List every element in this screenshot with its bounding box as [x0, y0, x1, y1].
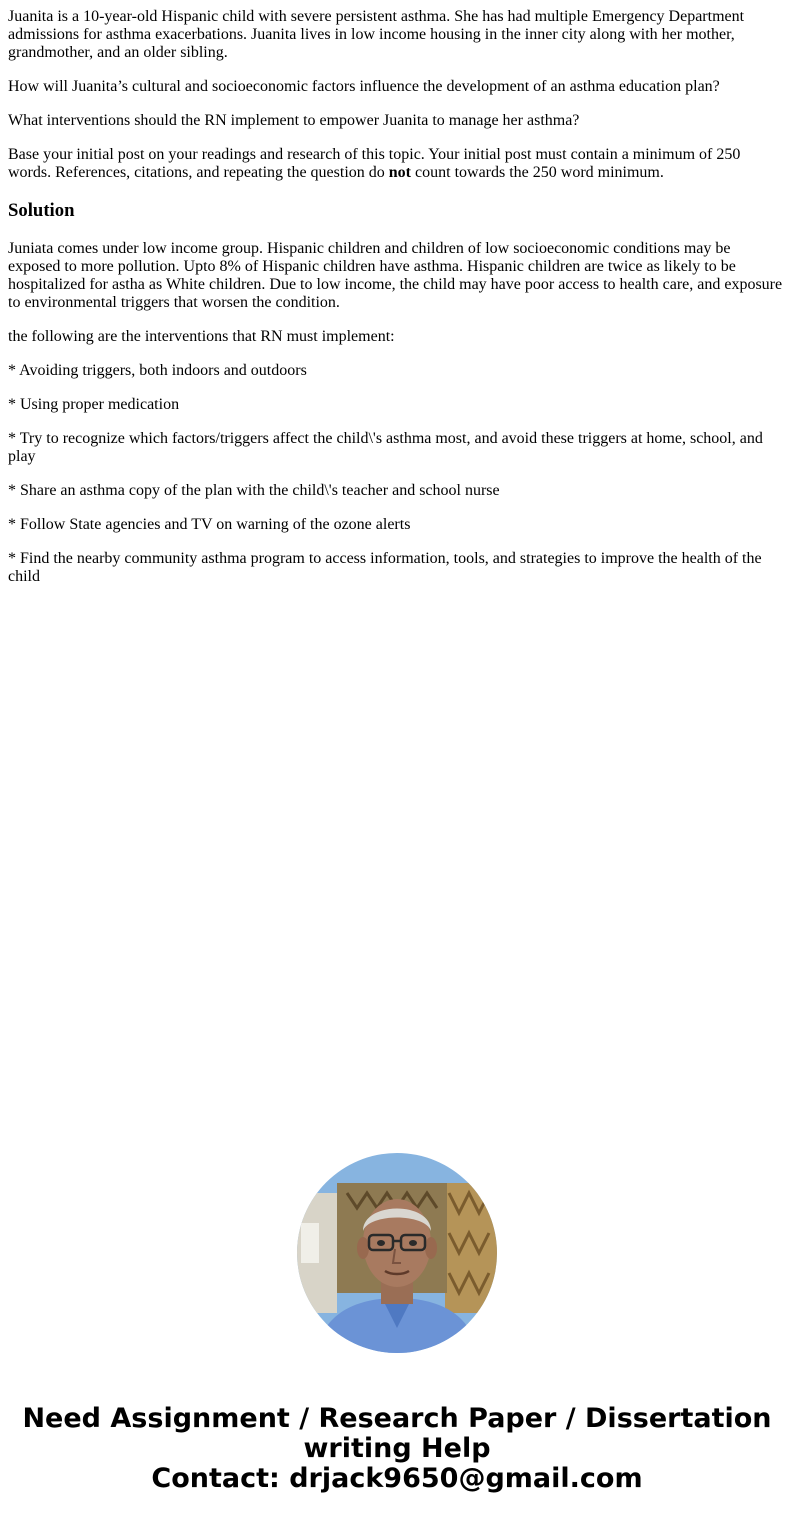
promo-line-1: Need Assignment / Research Paper / Dissertation — [22, 1403, 772, 1434]
author-portrait-image — [297, 1153, 497, 1353]
question-2: What interventions should the RN implement to empower Juanita to manage her asthma? — [8, 112, 580, 129]
solution-item: * Using proper medication — [8, 396, 180, 413]
instructions-text-before: Base your initial post on your readings and research of this topic. Your initial post must contain a minimum of 250 words. References, citations, and repeating the question do — [8, 146, 741, 181]
solution-lead: the following are the interventions that RN must implement: — [8, 328, 395, 345]
solution-paragraph: Juniata comes under low income group. Hispanic children and children of low socioeconomic conditions may be exposed to more pollution. Upto 8% of Hispanic children have asthma. Hispanic children are twice as likely to be hospitalized for astha as White children. Due to low income, the child may have poor access to health care, and exposure to environmental triggers that worsen the condition. — [8, 240, 783, 311]
solution-heading: Solution — [8, 200, 75, 221]
question-1: How will Juanita’s cultural and socioeconomic factors influence the development of an asthma education plan? — [8, 78, 720, 95]
solution-item: * Find the nearby community asthma program to access information, tools, and strategies to improve the health of the child — [8, 550, 762, 585]
article — [8, 8, 786, 602]
promo-contact: Contact: drjack9650@gmail.com — [151, 1463, 643, 1494]
question-intro: Juanita is a 10-year-old Hispanic child with severe persistent asthma. She has had multiple Emergency Department admissions for asthma exacerbations. Juanita lives in low income housing in the inner city along with her mother, grandmother, and an older sibling. — [8, 8, 745, 61]
question-instructions — [8, 146, 786, 182]
instructions-text-after: count towards the 250 word minimum. — [411, 164, 664, 181]
instructions-bold-word: not — [388, 164, 412, 181]
solution-item: * Try to recognize which factors/triggers affect the child\'s asthma most, and avoid these triggers at home, school, and play — [8, 430, 763, 465]
solution-item: * Follow State agencies and TV on warning of the ozone alerts — [8, 516, 411, 533]
solution-item: * Share an asthma copy of the plan with the child\'s teacher and school nurse — [8, 482, 500, 499]
promo-line-2: writing Help — [303, 1433, 491, 1464]
promo-banner — [0, 1404, 794, 1494]
solution-item: * Avoiding triggers, both indoors and outdoors — [8, 362, 307, 379]
author-avatar — [297, 1153, 497, 1353]
